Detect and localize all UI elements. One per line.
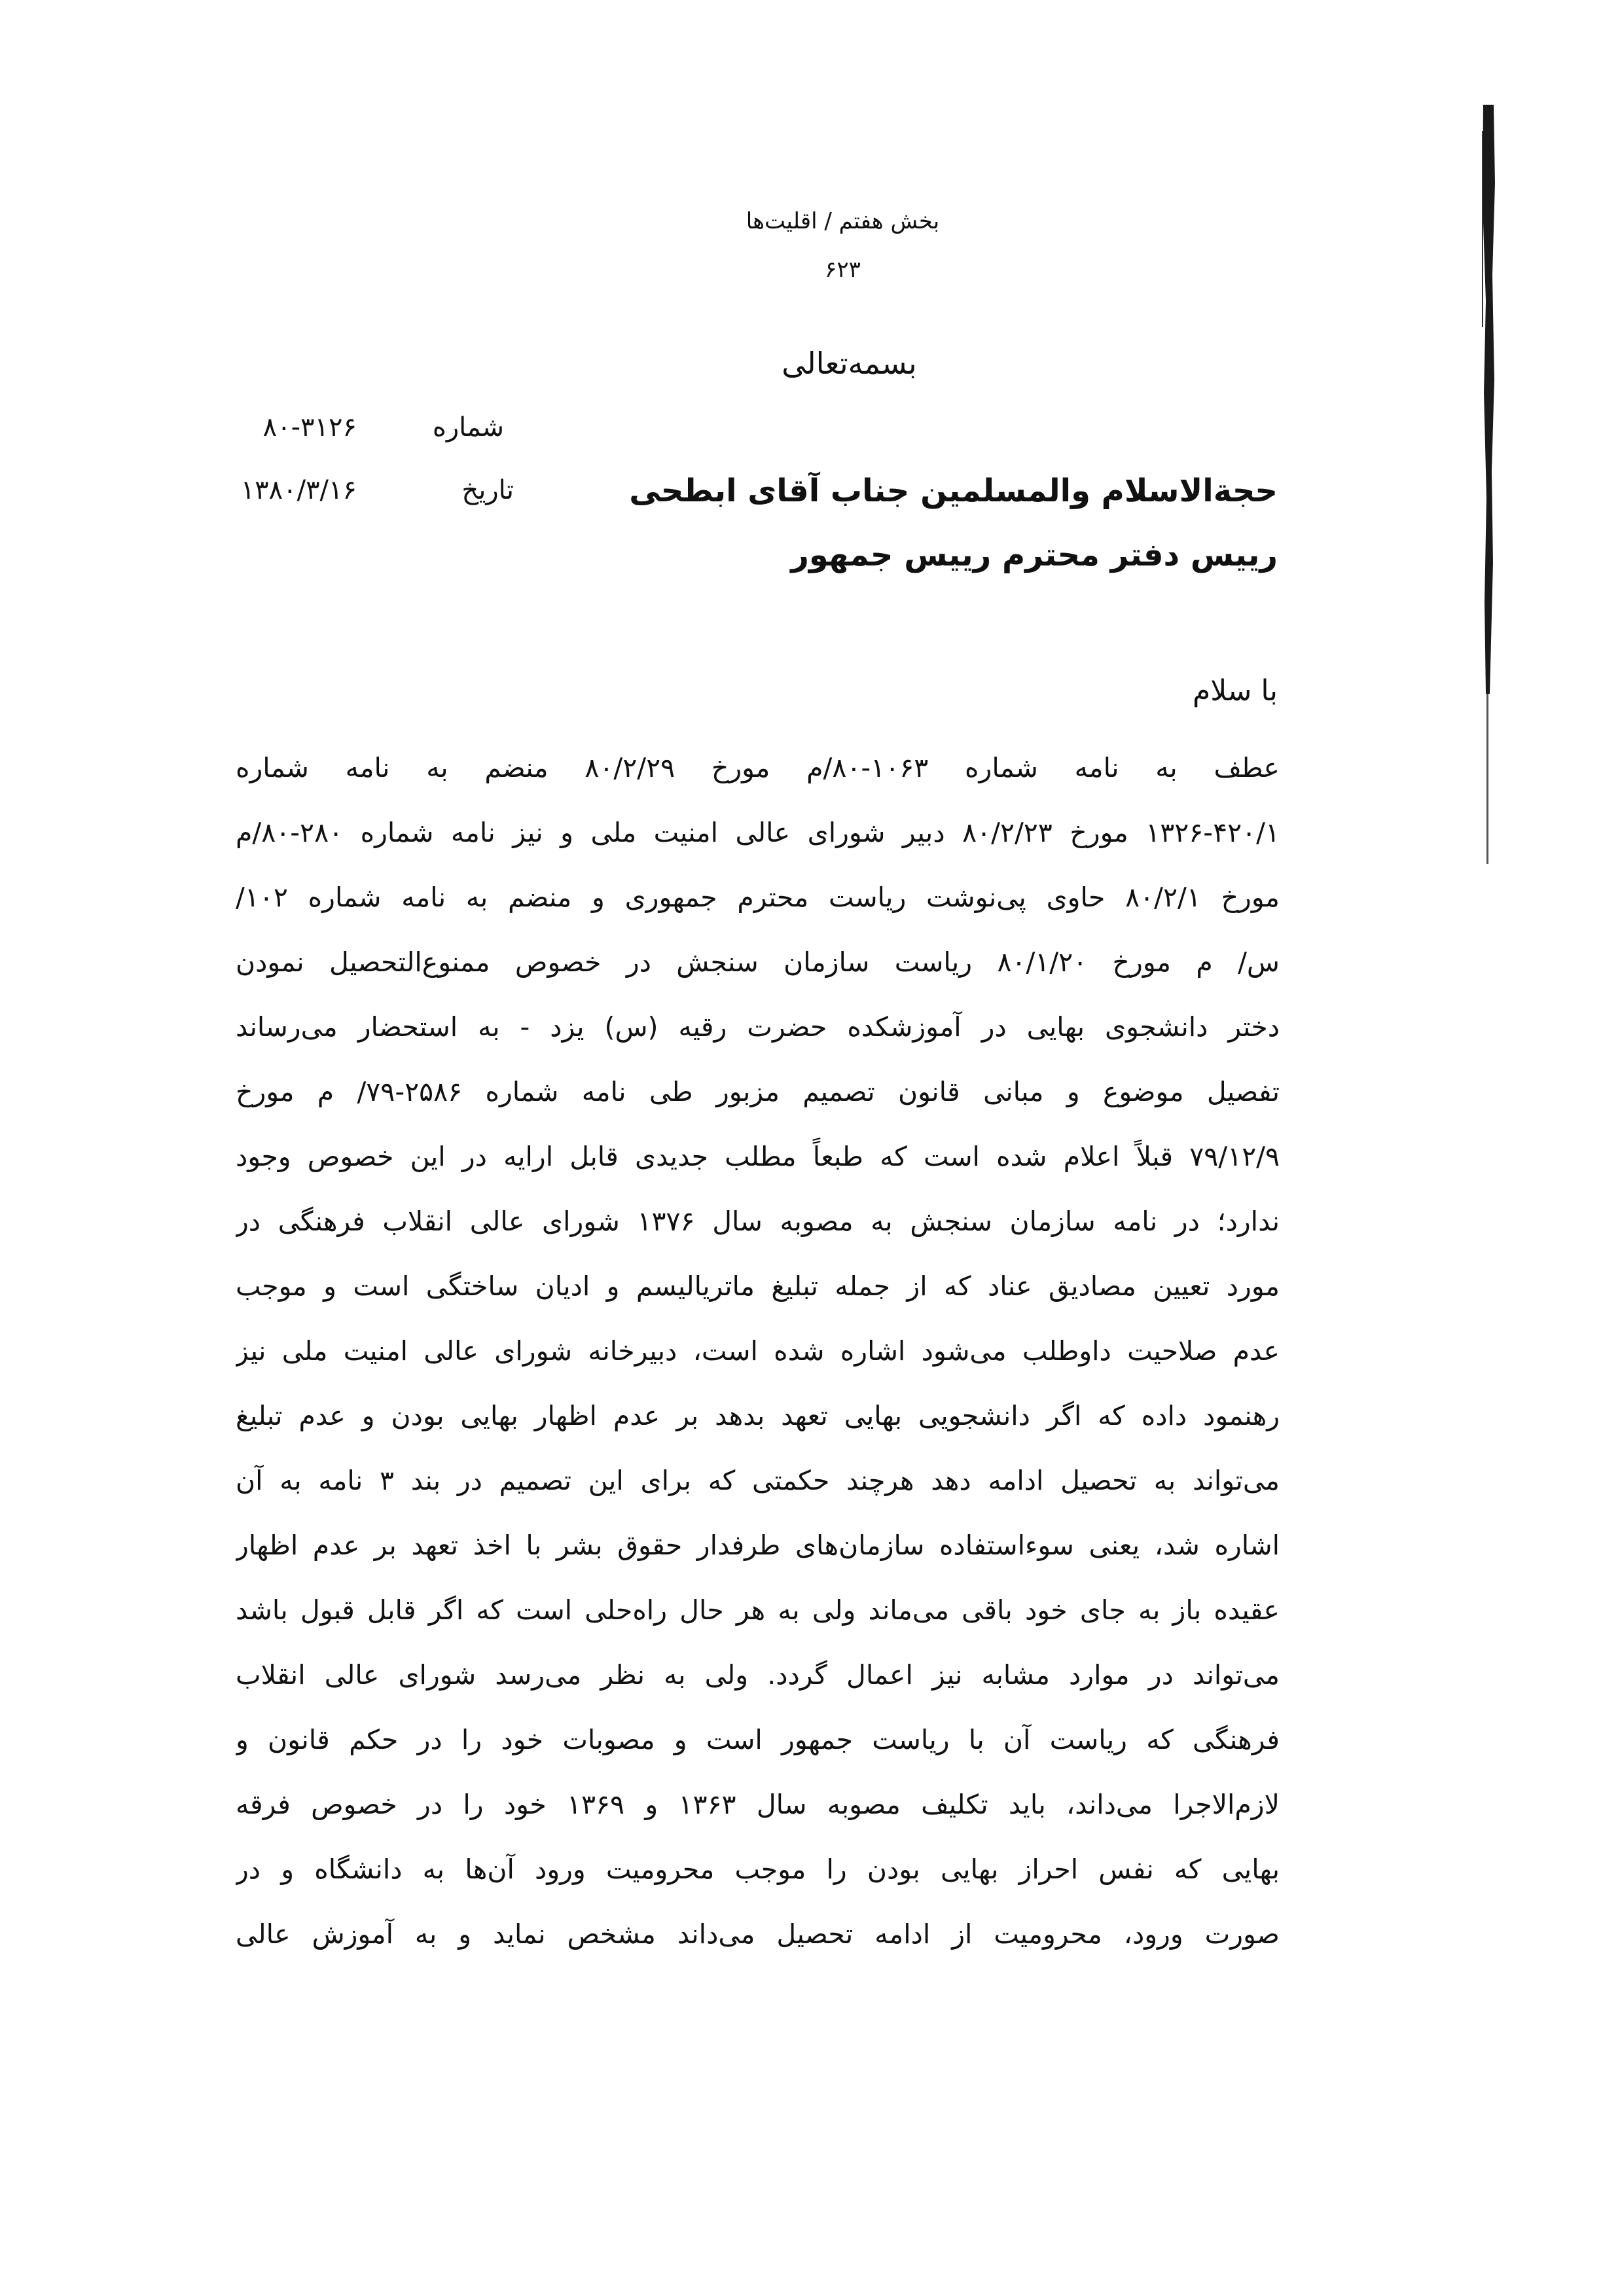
body-line: س/ م مورخ ۸۰/۱/۲۰ ریاست سازمان سنجش در خصوص ممنوع‌التحصیل نمودن bbox=[236, 946, 1280, 978]
body-line: تفصیل موضوع و مبانی قانون تصمیم مزبور طی نامه شماره ۲۵۸۶-۷۹/ م مورخ bbox=[236, 1076, 1280, 1107]
body-line: صورت ورود، محرومیت از ادامه تحصیل می‌داند مشخص نماید و به آموزش عالی bbox=[236, 1918, 1280, 1950]
body-line: عطف به نامه شماره ۱۰۶۳-۸۰/م مورخ ۸۰/۲/۲۹ منضم به نامه شماره bbox=[236, 752, 1280, 783]
letter-date-label: تاریخ bbox=[461, 475, 514, 505]
addressee-title: رییس دفتر محترم رییس جمهور bbox=[791, 537, 1278, 573]
body-line: عدم صلاحیت داوطلب می‌شود اشاره شده است، دبیرخانه شورای عالی امنیت ملی نیز bbox=[236, 1335, 1280, 1367]
body-line: رهنمود داده که اگر دانشجویی بهایی تعهد بدهد بر عدم اظهار بهایی بودن و عدم تبلیغ bbox=[236, 1400, 1280, 1431]
body-line: مورد تعیین مصادیق عناد که از جمله تبلیغ ماتریالیسم و ادیان ساختگی است و موجب bbox=[236, 1270, 1280, 1302]
body-line: فرهنگی که ریاست آن با ریاست جمهور است و مصوبات خود را در حکم قانون و bbox=[236, 1724, 1280, 1755]
body-line: می‌تواند در موارد مشابه نیز اعمال گردد. ولی به نظر می‌رسد شورای عالی انقلاب bbox=[236, 1659, 1280, 1691]
book-section-heading: بخش هفتم / اقلیت‌ها bbox=[746, 208, 940, 234]
letter-body bbox=[236, 736, 1280, 1967]
greeting: با سلام bbox=[1192, 674, 1278, 708]
body-line: می‌تواند به تحصیل ادامه دهد هرچند حکمتی که برای این تصمیم در بند ۳ نامه به آن bbox=[236, 1465, 1280, 1496]
body-line: عقیده باز به جای خود باقی می‌ماند ولی به هر حال راه‌حلی است که اگر قابل قبول باشد bbox=[236, 1594, 1280, 1626]
body-line: بهایی که نفس احراز بهایی بودن را موجب محرومیت ورود آن‌ها به دانشگاه و در bbox=[236, 1854, 1280, 1885]
body-line: اشاره شد، یعنی سوءاستفاده سازمان‌های طرفدار حقوق بشر با اخذ تعهد بر عدم اظهار bbox=[236, 1530, 1280, 1561]
letter-number-label: شماره bbox=[432, 412, 504, 442]
addressee-name: حجة‌الاسلام والمسلمین جناب آقای ابطحی bbox=[629, 473, 1278, 509]
invocation-heading: بسمه‌تعالی bbox=[782, 346, 917, 381]
page-number: ۶۲۳ bbox=[825, 257, 861, 283]
body-line: ۷۹/۱۲/۹ قبلاً اعلام شده است که طبعاً مطلب جدیدی قابل ارایه در این خصوص وجود bbox=[236, 1141, 1280, 1172]
body-line: مورخ ۸۰/۲/۱ حاوی پی‌نوشت ریاست محترم جمهوری و منضم به نامه شماره ۱۰۲/ bbox=[236, 882, 1280, 913]
body-line: دختر دانشجوی بهایی در آموزشکده حضرت رقیه (س) یزد - به استحضار می‌رساند bbox=[236, 1011, 1280, 1043]
scan-edge-artifact bbox=[1481, 105, 1500, 864]
letter-date-value: ۱۳۸۰/۳/۱۶ bbox=[240, 475, 357, 505]
body-line: ندارد؛ در نامه سازمان سنجش به مصوبه سال ۱۳۷۶ شورای عالی انقلاب فرهنگی در bbox=[236, 1206, 1280, 1237]
body-line: ۱۳۲۶-۴۲۰/۱ مورخ ۸۰/۲/۲۳ دبیر شورای عالی امنیت ملی و نیز نامه شماره ۲۸۰-۸۰/م bbox=[236, 817, 1280, 848]
body-line: لازم‌الاجرا می‌داند، باید تکلیف مصوبه سال ۱۳۶۳ و ۱۳۶۹ خود را در خصوص فرقه bbox=[236, 1789, 1280, 1820]
letter-number-value: ۸۰-۳۱۲۶ bbox=[262, 412, 357, 442]
